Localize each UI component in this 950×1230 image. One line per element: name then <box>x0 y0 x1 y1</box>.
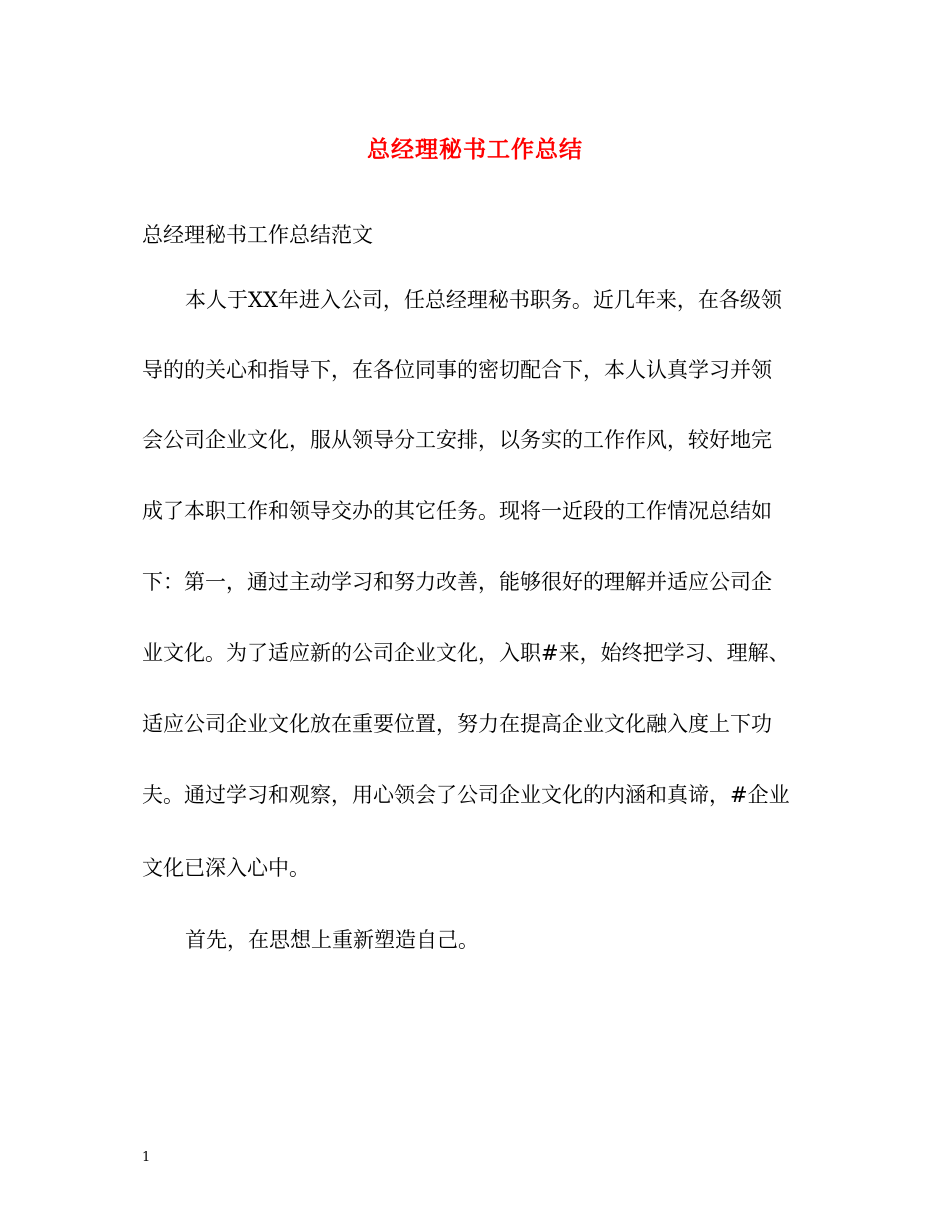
page-number: 1 <box>142 1150 151 1165</box>
paragraph-line: 会公司企业文化，服从领导分工安排，以务实的工作作风，较好地完 <box>142 428 772 452</box>
paragraph-line: 导的的关心和指导下，在各位同事的密切配合下，本人认真学习并领 <box>142 358 772 382</box>
paragraph-line: 适应公司企业文化放在重要位置，努力在提高企业文化融入度上下功 <box>142 712 772 736</box>
paragraph-line: 首先，在思想上重新塑造自己。 <box>185 928 479 952</box>
paragraph-line: 业文化。为了适应新的公司企业文化，入职#来，始终把学习、理解、 <box>142 641 790 665</box>
document-subtitle: 总经理秘书工作总结范文 <box>142 223 373 247</box>
paragraph-line: 本人于XX年进入公司，任总经理秘书职务。近几年来，在各级领 <box>185 288 782 312</box>
paragraph-line: 文化已深入心中。 <box>142 856 310 880</box>
paragraph-line: 成了本职工作和领导交办的其它任务。现将一近段的工作情况总结如 <box>142 499 772 523</box>
paragraph-line: 夫。通过学习和观察，用心领会了公司企业文化的内涵和真谛，#企业 <box>142 783 790 807</box>
paragraph-line: 下：第一，通过主动学习和努力改善，能够很好的理解并适应公司企 <box>142 570 772 594</box>
document-title: 总经理秘书工作总结 <box>367 136 583 163</box>
